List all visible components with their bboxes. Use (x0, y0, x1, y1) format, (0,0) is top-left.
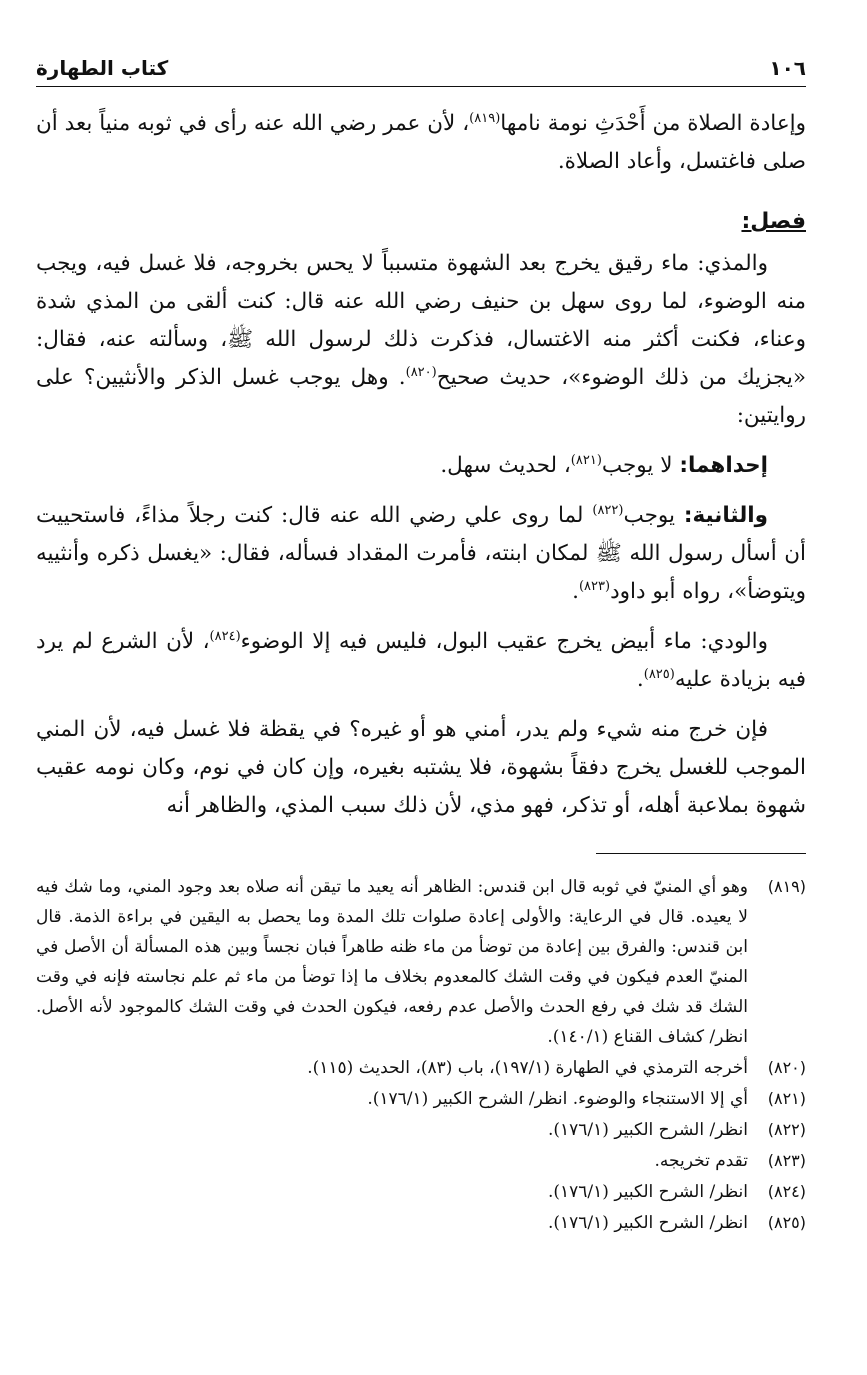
footnote (36, 1177, 806, 1207)
footnote (36, 1115, 806, 1145)
footnote (36, 872, 806, 1052)
footnote-number: (٨٢٥) (767, 1213, 806, 1232)
footnote-number: (٨٢١) (767, 1089, 806, 1108)
footnote-number: (٨١٩) (767, 877, 806, 896)
footnotes (36, 872, 806, 1238)
book-title: كتاب الطهارة (36, 56, 169, 80)
footnote (36, 1146, 806, 1176)
footnote-text: انظر/ الشرح الكبير (١٧٦/١). (547, 1213, 748, 1233)
paragraph-4 (36, 497, 806, 611)
paragraph-text: لما روى علي رضي الله عنه قال: كنت رجلاً مذاءً، فاستحييت أن أسأل رسول الله ﷺ لمكان ابنته، فأمرت المقداد فسأله، فقال: «يغسل ذكره وأنثييه ويتوضأ»، رواه أبو داود (36, 503, 806, 604)
footnote-text: انظر/ الشرح الكبير (١٧٦/١). (547, 1182, 748, 1202)
paragraph-text: . (636, 667, 644, 692)
main-text (36, 105, 806, 825)
footnote-number: (٨٢٢) (767, 1120, 806, 1139)
footnote (36, 1053, 806, 1083)
footnote (36, 1084, 806, 1114)
paragraph-6: فإن خرج منه شيء ولم يدر، أمني هو أو غيره؟ في يقظة فلا غسل فيه، لأن المني الموجب للغسل يخرج دفقاً بشهوة، فلا يشتبه بغيره، وإن كان في نوم، وكان نومه عقيب شهوة بملاعبة أهله، أو تذكر، فهو مذي، لأن ذلك سبب المذي، والظاهر أنه (36, 717, 806, 818)
paragraph-3 (36, 447, 806, 485)
paragraph-text: والودي: ماء أبيض يخرج عقيب البول، فليس فيه إلا الوضوء (240, 629, 768, 654)
footnote-text: تقدم تخريجه. (654, 1151, 748, 1171)
running-header (36, 56, 806, 87)
paragraph-text: . وهل يوجب غسل الذكر والأنثيين؟ على روايتين: (36, 365, 806, 428)
footnote-number: (٨٢٣) (767, 1151, 806, 1170)
footnote-text: أخرجه الترمذي في الطهارة (١٩٧/١)، باب (٨٣)، الحديث (١١٥). (307, 1058, 748, 1078)
footnote-text: وهو أي المنيّ في ثوبه قال ابن قندس: الظاهر أنه يعيد ما تيقن أنه صلاه بعد وجود المني، وما شك فيه لا يعيده. قال في الرعاية: والأولى إعادة صلوات تلك المدة وما يحصل به اليقين في براءة الذمة. قال ابن قندس: والفرق بين إعادة من توضأ من ماء ظنه طاهراً فبان نجساً وبين هذه المسألة أن الأصل في المنيّ العدم فيكون في وقت الشك كالمعدوم بخلاف ما إذا توضأ من ماء ثم علم نجاسته فإنه في وقت الشك قد شك في رفع الحدث والأصل عدم رفعه، فيكون الحدث في وقت الشك كالموجود لأنه الأصل. انظر/ كشاف القناع (١٤٠/١). (36, 877, 748, 1047)
lead-word: والثانية: (683, 503, 769, 528)
footnote (36, 1208, 806, 1238)
lead-word: إحداهما: (679, 453, 768, 478)
paragraph-text: ، لحديث سهل. (440, 453, 571, 478)
footnote-ref: (٨٢٠) (405, 364, 437, 380)
footnote-number: (٨٢٤) (767, 1182, 806, 1201)
footnote-ref: (٨١٩) (469, 110, 501, 126)
section-title: فصل: (741, 209, 806, 234)
footnote-ref: (٨٢١) (570, 452, 602, 468)
footnote-divider (596, 853, 806, 854)
paragraph-text: لا يوجب (601, 453, 680, 478)
page-number: ١٠٦ (769, 56, 806, 80)
paragraph-text: وإعادة الصلاة من أَحْدَثِ نومة نامها (500, 111, 807, 136)
footnote-ref: (٨٢٣) (578, 578, 611, 594)
footnote-ref: (٨٢٢) (592, 502, 624, 518)
paragraph-text: يوجب (623, 503, 684, 528)
footnote-ref: (٨٢٤) (209, 628, 241, 644)
paragraph-2 (36, 245, 806, 435)
paragraph-5 (36, 623, 806, 699)
footnote-number: (٨٢٠) (767, 1058, 806, 1077)
footnote-text: أي إلا الاستنجاء والوضوء. انظر/ الشرح الكبير (١٧٦/١). (367, 1089, 748, 1109)
paragraph-text: ، لأن الشرع لم يرد فيه بزيادة عليه (36, 629, 806, 692)
footnote-ref: (٨٢٥) (643, 666, 675, 682)
book-page (36, 56, 806, 1239)
paragraph-text: . (572, 579, 579, 604)
paragraph-text: والمذي: ماء رقيق يخرج بعد الشهوة متسبباً لا يحس بخروجه، فلا غسل فيه، ويجب منه الوضوء، لما روى سهل بن حنيف رضي الله عنه قال: كنت ألقى من المذي شدة وعناء، فكنت أكثر منه الاغتسال، فذكرت ذلك لرسول الله ﷺ، وسألته عنه، فقال: «يجزيك من ذلك الوضوء»، حديث صحيح (36, 251, 806, 390)
paragraph-text: ، لأن عمر رضي الله عنه رأى في ثوبه منياً بعد أن صلى فاغتسل، وأعاد الصلاة. (36, 111, 806, 174)
footnote-text: انظر/ الشرح الكبير (١٧٦/١). (547, 1120, 748, 1140)
paragraph-1 (36, 105, 806, 181)
